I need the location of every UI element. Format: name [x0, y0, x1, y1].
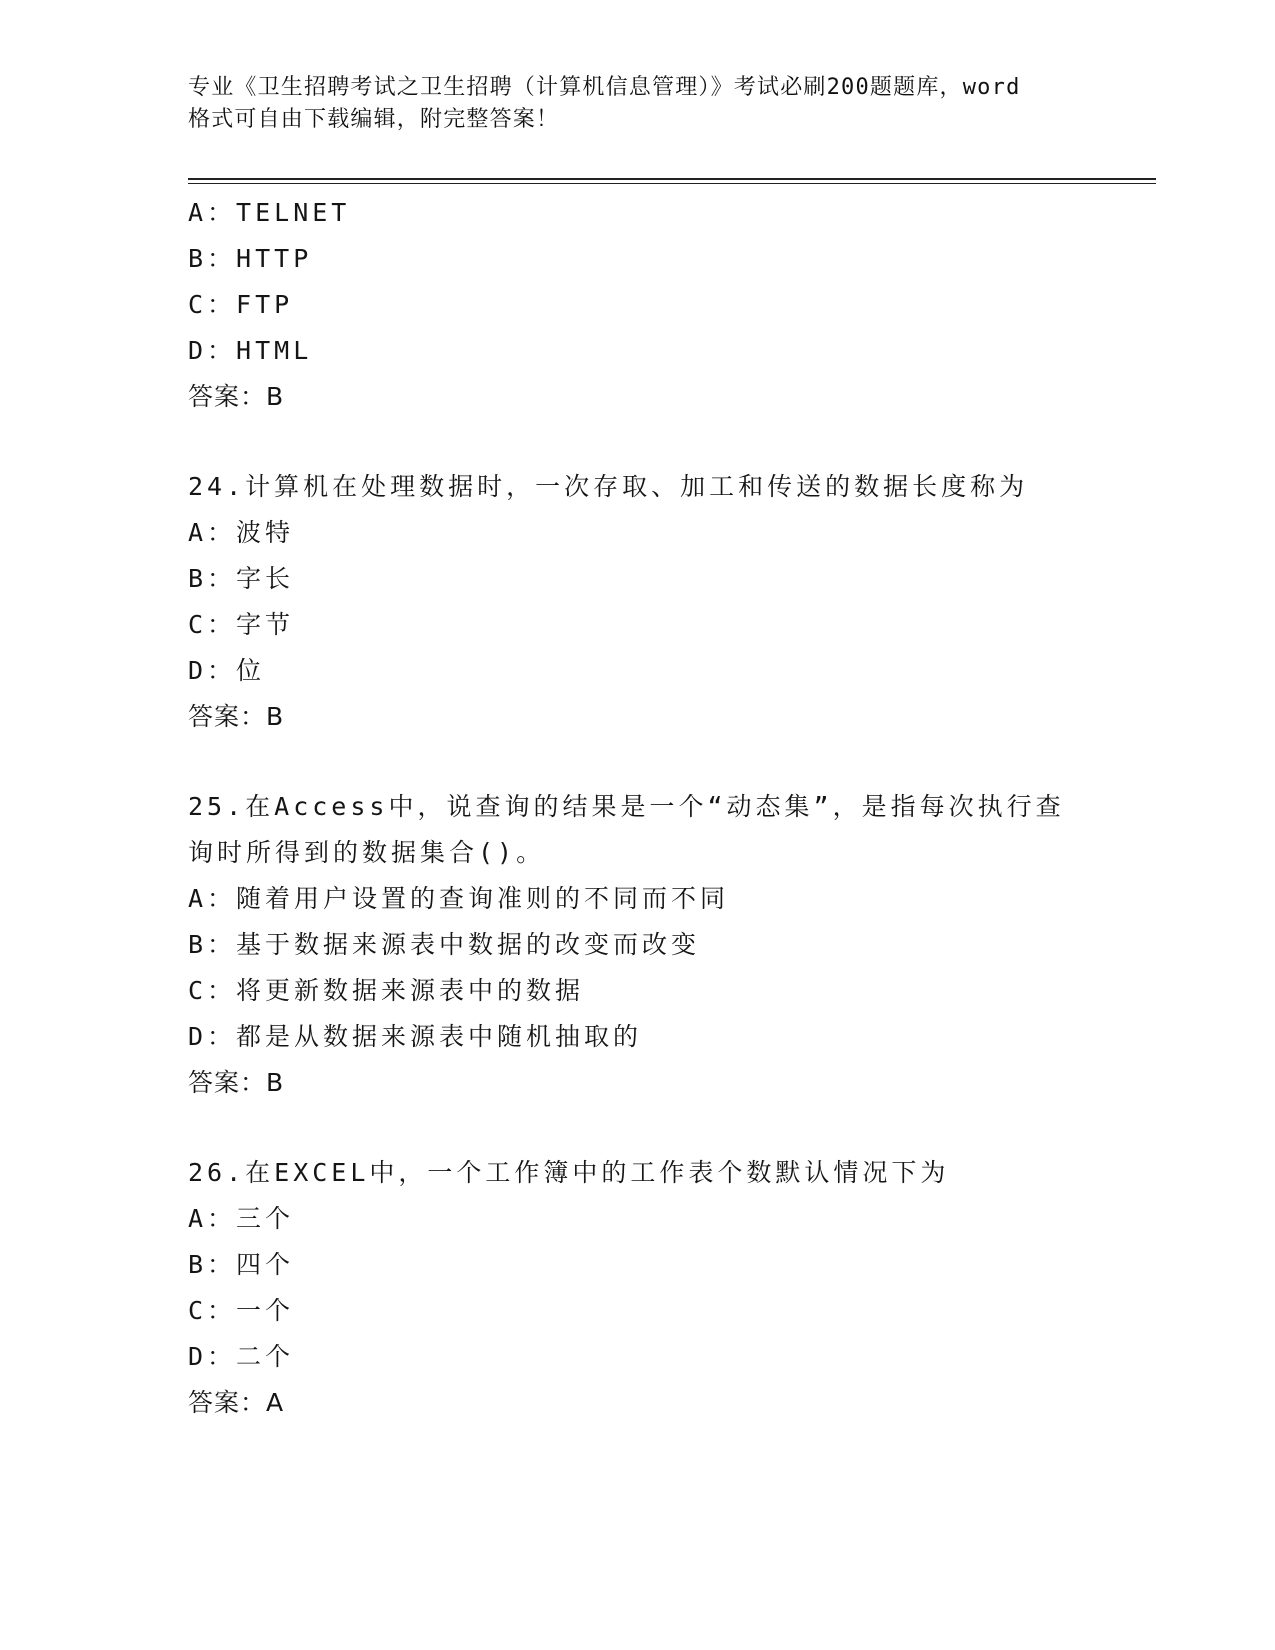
option-d: D：二个 — [188, 1342, 295, 1371]
option-a: A：三个 — [188, 1204, 295, 1233]
option-a: A：波特 — [188, 518, 295, 547]
option-b: B：基于数据来源表中数据的改变而改变 — [188, 930, 701, 959]
question-list — [188, 190, 1148, 1426]
option-c: C：字节 — [188, 610, 295, 639]
option-c: C：FTP — [188, 290, 294, 319]
spacer — [188, 740, 1148, 784]
option-d: D：HTML — [188, 336, 313, 365]
answer: 答案：B — [188, 702, 285, 731]
question-24 — [188, 464, 1148, 740]
option-d: D：都是从数据来源表中随机抽取的 — [188, 1022, 643, 1051]
option-b: B：四个 — [188, 1250, 295, 1279]
answer: 答案：B — [188, 382, 285, 411]
question-text: 24.计算机在处理数据时，一次存取、加工和传送的数据长度称为 — [188, 472, 1029, 501]
question-text-line-1: 25.在Access中，说查询的结果是一个“动态集”，是指每次执行查 — [188, 792, 1065, 821]
header-line-2: 格式可自由下载编辑，附完整答案！ — [188, 107, 560, 132]
option-a: A：TELNET — [188, 198, 351, 227]
header-divider — [188, 178, 1156, 184]
question-23 — [188, 190, 1148, 420]
question-25 — [188, 784, 1148, 1106]
option-d: D：位 — [188, 656, 266, 685]
option-c: C：一个 — [188, 1296, 295, 1325]
option-a: A：随着用户设置的查询准则的不同而不同 — [188, 884, 730, 913]
spacer — [188, 1106, 1148, 1150]
answer: 答案：B — [188, 1068, 285, 1097]
header-line-1: 专业《卫生招聘考试之卫生招聘（计算机信息管理）》考试必刷200题题库，word — [188, 75, 1021, 100]
option-b: B：HTTP — [188, 244, 313, 273]
document-header — [188, 72, 1088, 136]
option-b: B：字长 — [188, 564, 295, 593]
option-c: C：将更新数据来源表中的数据 — [188, 976, 585, 1005]
question-text-line-2: 询时所得到的数据集合()。 — [188, 838, 546, 867]
question-text: 26.在EXCEL中，一个工作簿中的工作表个数默认情况下为 — [188, 1158, 950, 1187]
answer: 答案：A — [188, 1388, 285, 1417]
spacer — [188, 420, 1148, 464]
question-26 — [188, 1150, 1148, 1426]
